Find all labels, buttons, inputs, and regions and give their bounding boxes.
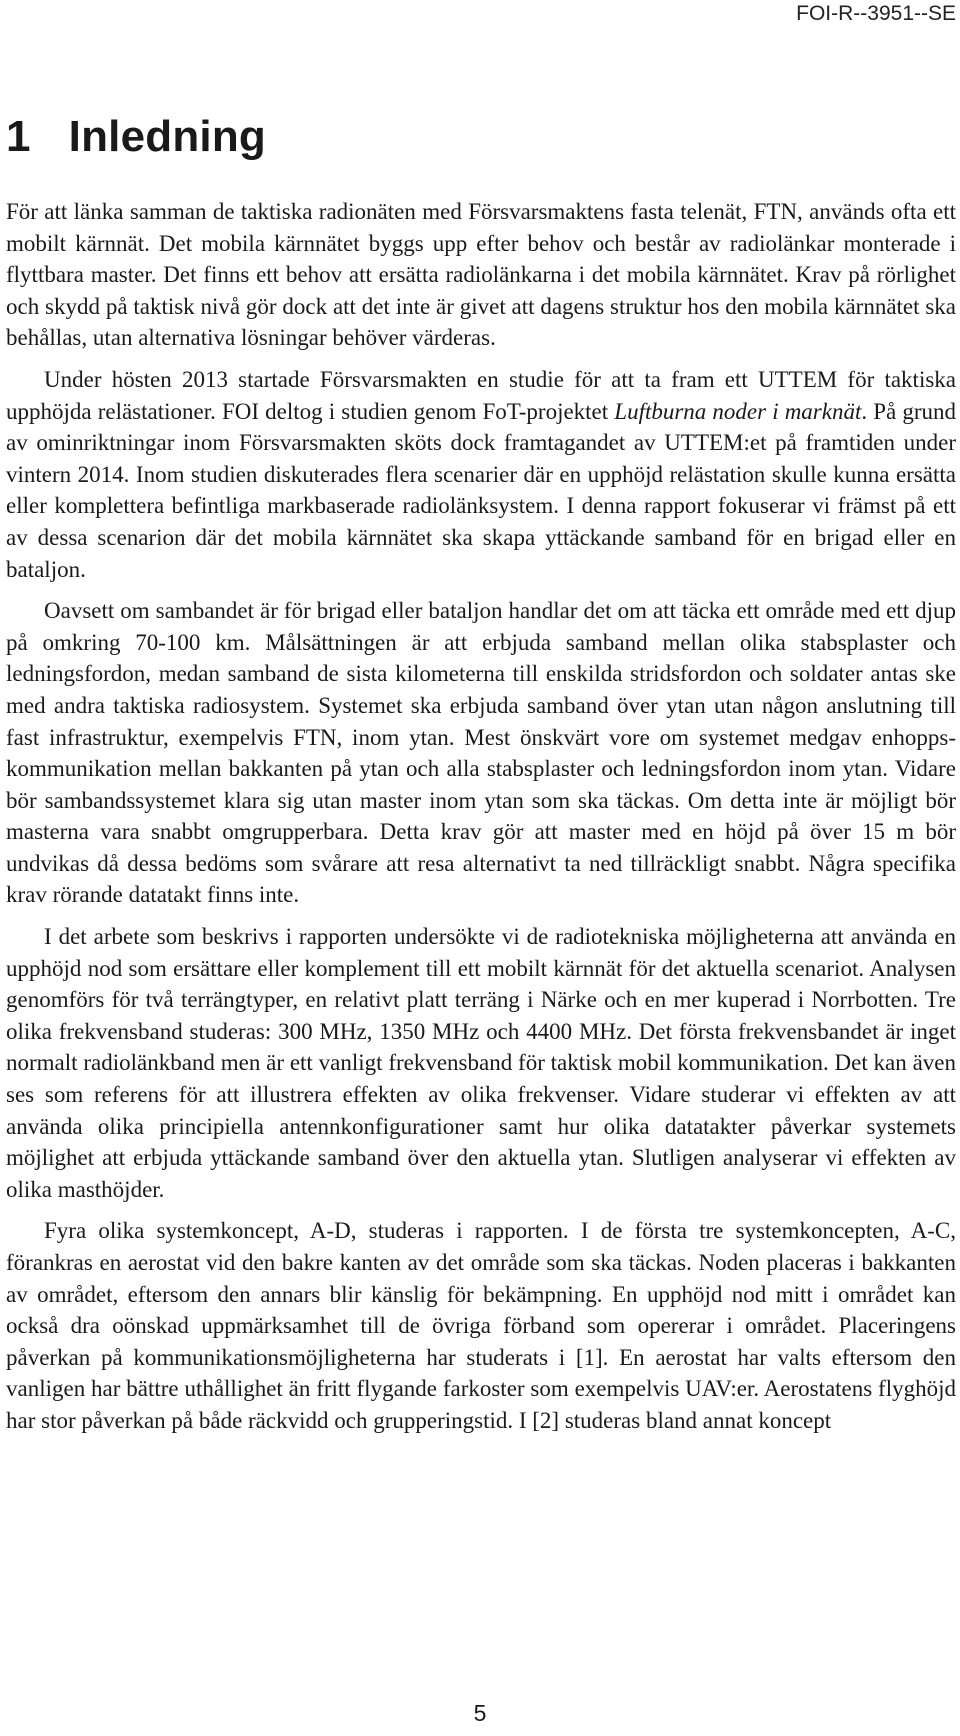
project-name-italic: Luftburna noder i marknät <box>614 398 862 424</box>
paragraph-3: Oavsett om sambandet är för brigad eller bataljon handlar det om att täcka ett område med ett djup på omkring 70-100 km. Målsättningen är att erbjuda samband mellan olika stabsplaster och ledningsfordon, medan samband de sista kilometerna till enskilda stridsfordon och soldater antas ske med andra taktiska radiosystem. Systemet ska erbjuda samband över ytan utan någon anslutning till fast infrastruktur, exempelvis FTN, inom ytan. Mest önskvärt vore om systemet medgav enhopps-kommunikation mellan bakkanten på ytan och alla stabsplaster och ledningsfordon inom ytan. Vidare bör sambandssystemet klara sig utan master inom ytan som ska täckas. Om detta inte är möjligt bör masterna vara snabbt omgrupperbara. Detta krav gör att master med en höjd på över 15 m bör undvikas då dessa bedöms som svårare att resa alternativt ta ned tillräckligt snabbt. Några specifika krav rörande datatakt finns inte. <box>6 598 956 908</box>
section-number: 1 <box>6 112 31 161</box>
page-number: 5 <box>473 1700 487 1726</box>
section-title: Inledning <box>68 112 267 161</box>
paragraph-2 <box>6 364 956 585</box>
paragraph-4: I det arbete som beskrivs i rapporten undersökte vi de radiotekniska möjligheterna att använda en upphöjd nod som ersättare eller komplement till ett mobilt kärnnät för det aktuella scenariot. Analysen genomförs för två terrängtyper, en relativt platt terräng i Närke och en mer kuperad i Norrbotten. Tre olika frekvensband studeras: 300 MHz, 1350 MHz och 4400 MHz. Det första frekvensbandet är inget normalt radiolänkband men är ett vanligt frekvensband för taktisk mobil kommunikation. Det kan även ses som referens för att illustrera effekten av olika frekvenser. Vidare studerar vi effekten av att använda olika principiella antennkonfigurationer samt hur olika datatakter påverkar systemets möjlighet att erbjuda yttäckande samband över den aktuella ytan. Slutligen analyserar vi effekten av olika masthöjder. <box>6 924 956 1202</box>
paragraph-2-text-a: Under hösten 2013 startade Försvarsmakten en studie för att ta fram ett UTTEM för taktiska upphöjda relästationer. FOI deltog i studien genom FoT-projektet <box>6 366 956 424</box>
report-id-header: FOI-R--3951--SE <box>796 2 956 25</box>
section-heading <box>6 112 266 162</box>
body-text <box>6 196 956 1447</box>
paragraph-2-text-b: . På grund av ominriktningar inom Försvarsmakten sköts dock framtagandet av UTTEM:et på framtiden under vintern 2014. Inom studien diskuterades flera scenarier där en upphöjd relästation skulle kunna ersätta eller komplettera befintliga markbaserade radiolänksystem. I denna rapport fokuserar vi främst på ett av dessa scenarion där det mobila kärnnätet ska skapa yttäckande samband för en brigad eller en bataljon. <box>6 398 956 582</box>
paragraph-1: För att länka samman de taktiska radionäten med Försvarsmaktens fasta telenät, FTN, används ofta ett mobilt kärnnät. Det mobila kärnnätet byggs upp efter behov och består av radiolänkar monterade i flyttbara master. Det finns ett behov att ersätta radiolänkarna i det mobila kärnnätet. Krav på rörlighet och skydd på taktisk nivå gör dock att det inte är givet att dagens struktur hos den mobila kärnnätet ska behållas, utan alternativa lösningar behöver värderas. <box>6 199 956 351</box>
paragraph-5: Fyra olika systemkoncept, A-D, studeras i rapporten. I de första tre systemkoncepten, A-C, förankras en aerostat vid den bakre kanten av det område som ska täckas. Noden placeras i bakkanten av området, eftersom den annars blir känslig för bekämpning. En upphöjd nod mitt i området kan också dra oönskad uppmärksamhet till de övriga förband som opererar i området. Placeringens påverkan på kommunikationsmöjligheterna har studerats i [1]. En aerostat har valts eftersom den vanligen har bättre uthållighet än fritt flygande farkoster som exempelvis UAV:er. Aerostatens flyghöjd har stor påverkan på både räckvidd och grupperingstid. I [2] studeras bland annat koncept <box>6 1218 956 1433</box>
